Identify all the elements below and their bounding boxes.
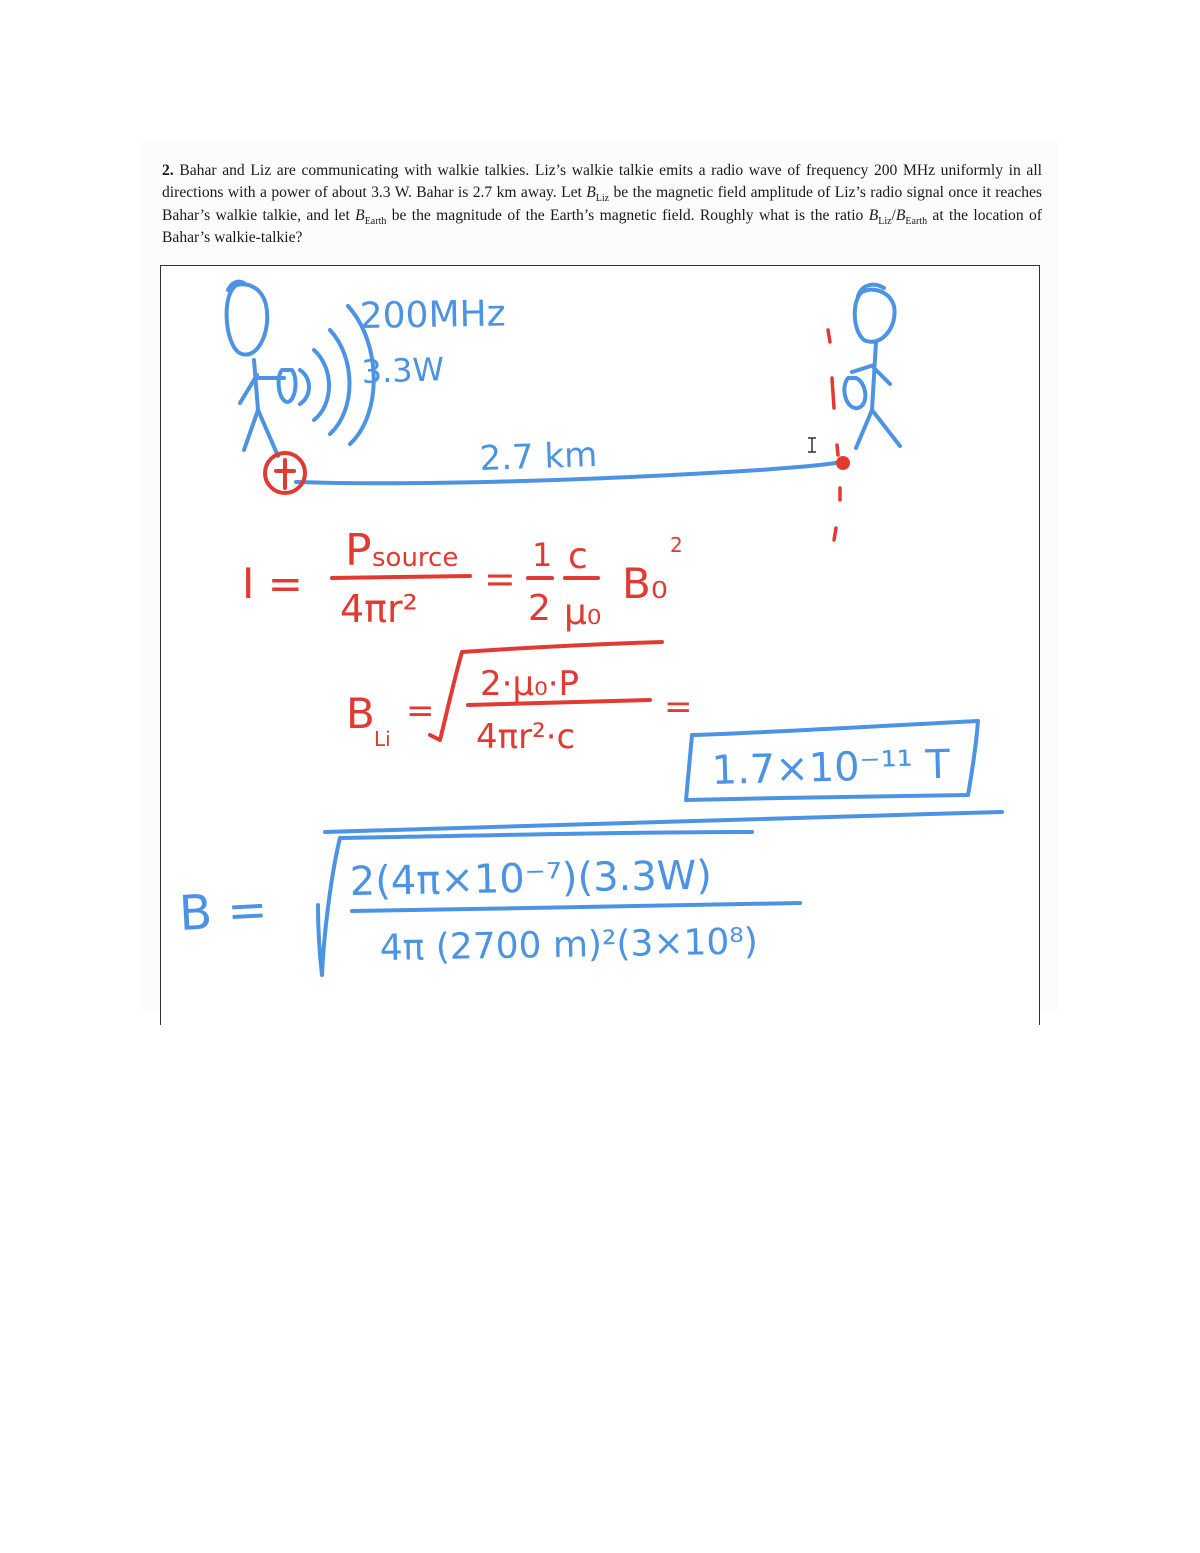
equals-sign: = bbox=[664, 687, 693, 727]
separator-line bbox=[325, 812, 1002, 832]
b-symbol: B bbox=[868, 206, 879, 224]
problem-text-part: Bahar and Liz are communicating with walkie talkies. Liz’s walkie talkie emits a radio wave of frequency 200 MHz uniformly in all directions with a power of about 3.3 W. Bahar is 2.7 km away. Let bbox=[162, 162, 1042, 202]
problem-text-part: be the magnetic field amplitude of Liz’s radio signal once it reaches Bahar’s walkie talkie, and let bbox=[162, 184, 1042, 224]
source-subscript: source bbox=[372, 543, 459, 573]
text-cursor-icon bbox=[808, 438, 816, 452]
intensity-denominator: 4πr² bbox=[340, 587, 418, 631]
radical-numerator: 2·μ₀·P bbox=[480, 664, 580, 704]
b-substitution-lhs: B = bbox=[177, 881, 269, 942]
problem-number: 2. bbox=[162, 162, 174, 179]
substitution-denominator: 4π (2700 m)²(3×10⁸) bbox=[379, 921, 759, 969]
li-subscript: Li bbox=[374, 727, 391, 751]
earth-subscript: Earth bbox=[905, 215, 928, 227]
power-label: 3.3W bbox=[360, 350, 445, 391]
half-numerator: 1 bbox=[532, 536, 553, 574]
radical-denominator: 4πr²·c bbox=[476, 717, 576, 757]
source-marker bbox=[265, 453, 305, 493]
b-symbol: B bbox=[895, 206, 906, 224]
substitution-numerator: 2(4π×10⁻⁷)(3.3W) bbox=[349, 852, 713, 905]
earth-subscript: Earth bbox=[364, 215, 387, 227]
b0-exponent: 2 bbox=[670, 533, 683, 557]
bahar-stick-figure bbox=[844, 285, 900, 448]
problem-text-part: at the location of Bahar’s walkie-talkie? bbox=[162, 206, 1042, 247]
b-symbol: B bbox=[355, 206, 365, 224]
liz-subscript: Liz bbox=[878, 215, 892, 227]
distance-label: 2.7 km bbox=[478, 434, 598, 479]
receiver-dashed-line bbox=[828, 330, 840, 540]
problem-text-part: be the magnitude of the Earth’s magnetic field. Roughly what is the ratio bbox=[386, 206, 869, 224]
liz-stick-figure bbox=[227, 282, 296, 456]
liz-subscript: Liz bbox=[595, 193, 610, 205]
c-numerator: c bbox=[568, 536, 588, 577]
intensity-lhs: I = bbox=[242, 559, 303, 608]
result-value: 1.7×10⁻¹¹ T bbox=[711, 741, 951, 794]
equals-sign: = bbox=[406, 691, 435, 731]
b0-symbol: B₀ bbox=[622, 559, 668, 608]
substitution-fraction-bar bbox=[352, 903, 800, 911]
b-liz-symbol: B bbox=[346, 689, 375, 738]
ratio-slash: / bbox=[891, 206, 896, 224]
intensity-fraction-bar bbox=[332, 576, 470, 578]
half-denominator: 2 bbox=[528, 588, 551, 629]
receiver-dot bbox=[836, 456, 850, 470]
p-source-symbol: P bbox=[345, 525, 372, 576]
mu0-denominator: μ₀ bbox=[564, 592, 602, 633]
b-symbol: B bbox=[586, 184, 596, 202]
frequency-label: 200MHz bbox=[359, 293, 506, 337]
equals-sign: = bbox=[484, 557, 516, 601]
